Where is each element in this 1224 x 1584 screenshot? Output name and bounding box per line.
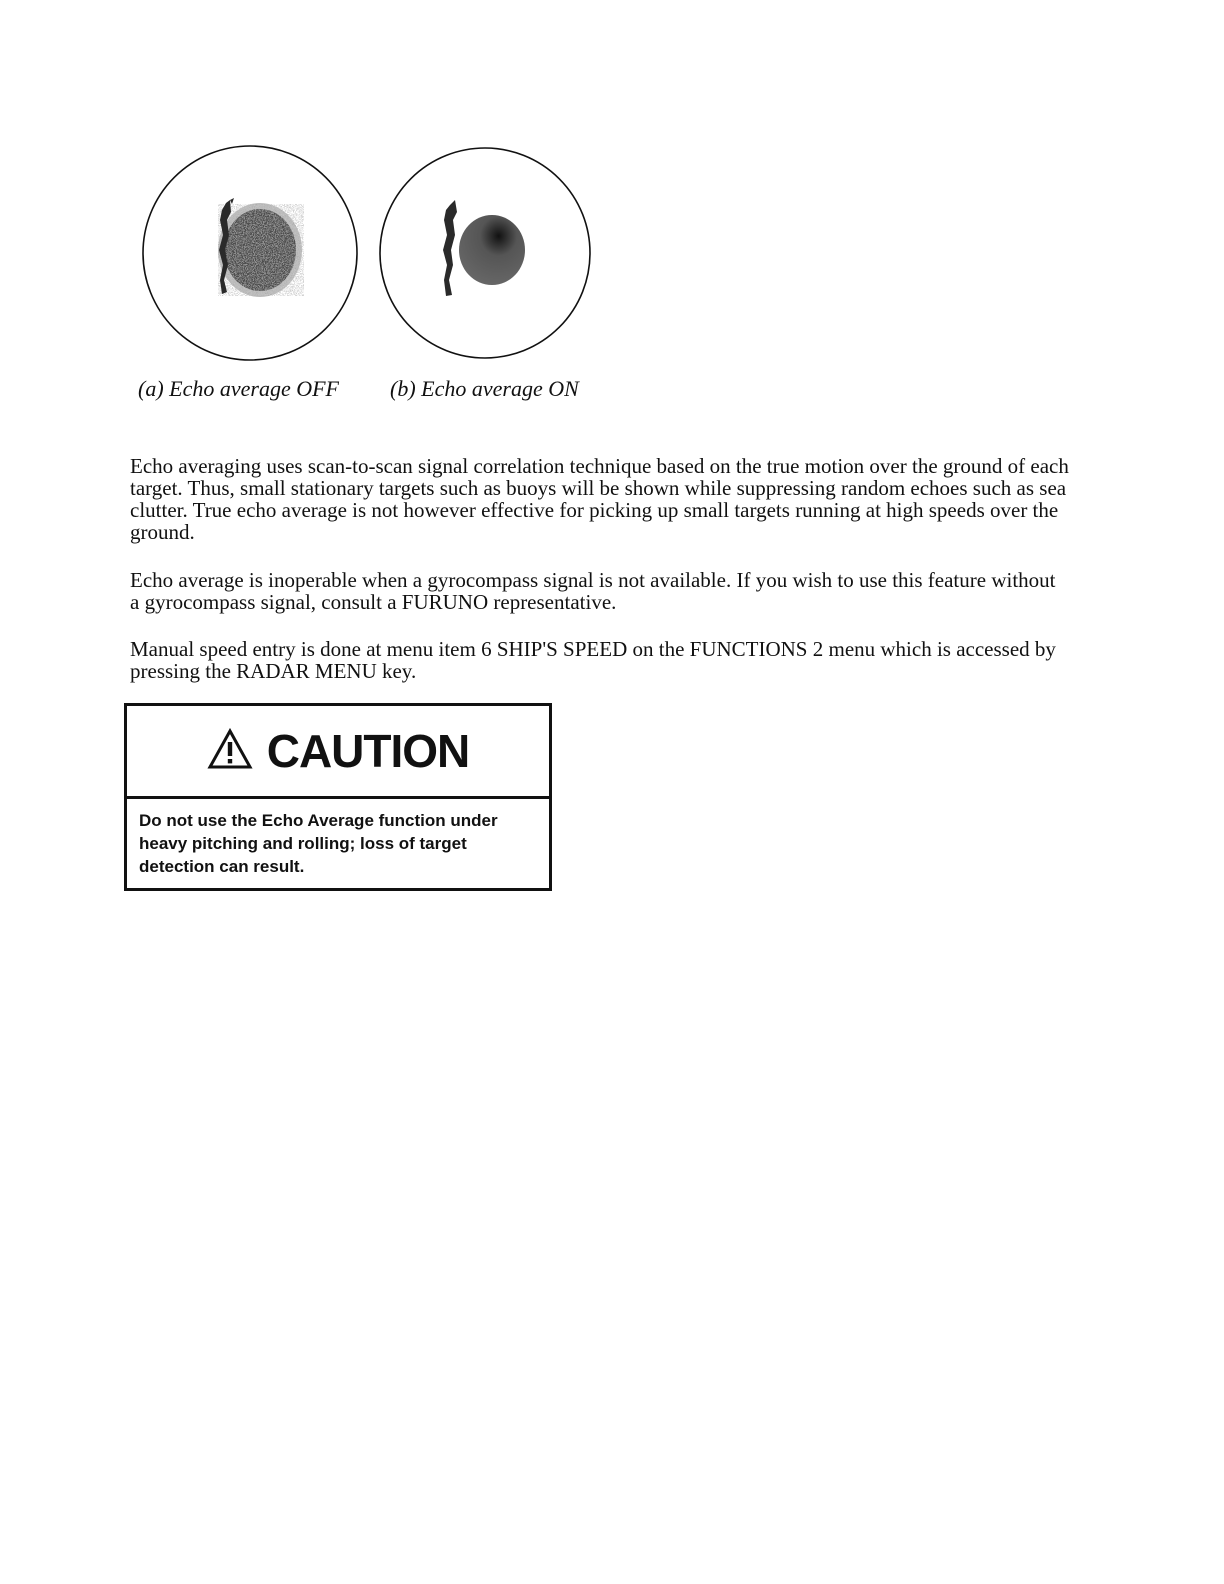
caution-box (124, 703, 552, 891)
caution-text: Do not use the Echo Average function under heavy pitching and rolling; loss of target detection can result. (139, 811, 498, 876)
paragraph-manual-speed: Manual speed entry is done at menu item 6 SHIP'S SPEED on the FUNCTIONS 2 menu which is accessed by pressing the RADAR MENU key. (130, 637, 1056, 683)
caution-title: CAUTION (266, 725, 470, 777)
caution-header (127, 706, 549, 799)
radar-scope-off (143, 146, 357, 360)
paragraph-echo-averaging: Echo averaging uses scan-to-scan signal correlation technique based on the true motion over the ground of each target. Thus, small stationary targets such as buoys will be shown while suppressing random echoes such as sea clutter. True echo average is not however effective for picking up small targets running at high speeds over the ground. (130, 454, 1069, 544)
echo-comparison-illustration (130, 140, 610, 370)
echo-average-figure (130, 140, 610, 370)
paragraph-gyrocompass: Echo average is inoperable when a gyrocompass signal is not available. If you wish to use this feature without a gyrocompass signal, consult a FURUNO representative. (130, 568, 1056, 614)
coastline-echo (443, 200, 457, 296)
warning-triangle-icon (207, 728, 253, 775)
figure-caption-a: (a) Echo average OFF (138, 376, 339, 401)
noisy-echo-blob (218, 203, 304, 297)
clean-echo-blob (459, 215, 525, 285)
radar-scope-on (380, 148, 590, 358)
figure-caption-b: (b) Echo average ON (390, 376, 579, 401)
